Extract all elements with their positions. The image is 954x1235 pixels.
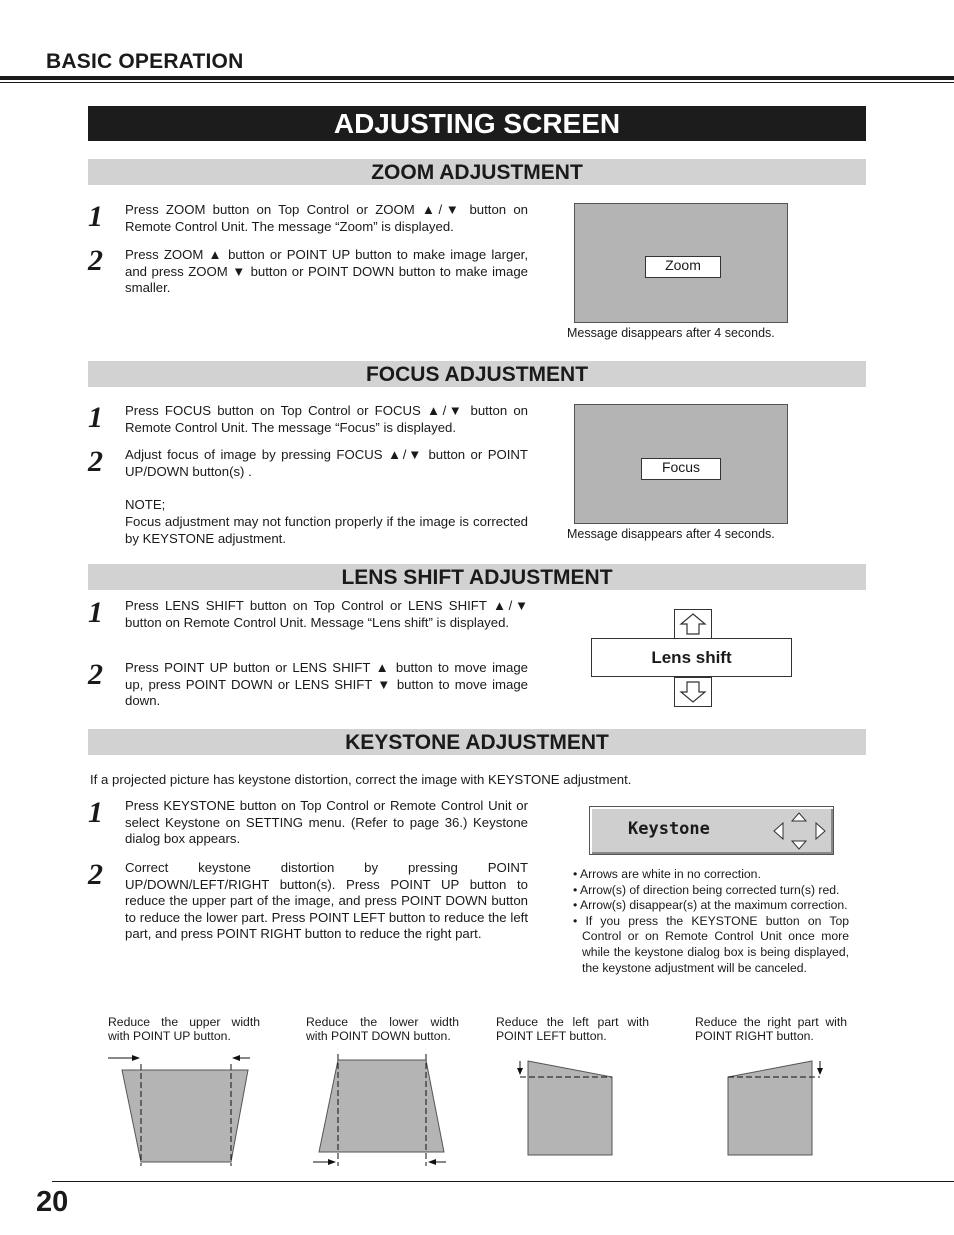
up-arrow-icon [675, 610, 711, 638]
zoom-message-label: Zoom [645, 256, 721, 278]
diagram-lower-width [310, 1048, 470, 1173]
lens-down-arrow-box [674, 677, 712, 707]
page-number: 20 [36, 1186, 69, 1218]
zoom-step-1-text: Press ZOOM button on Top Control or ZOOM ▲/▼ button on Remote Control Unit. The message “Zoom” is displayed. [125, 202, 528, 234]
focus-note-title: NOTE; [125, 497, 166, 512]
keystone-step-1-number: 1 [88, 796, 103, 829]
diagram-right-caption [695, 1015, 847, 1043]
diagram-left-part [510, 1055, 620, 1160]
diagram-lower-caption-line: Reduce the lower width [306, 1015, 459, 1029]
focus-caption: Message disappears after 4 seconds. [567, 527, 775, 541]
lens-shift-heading: LENS SHIFT ADJUSTMENT [88, 564, 866, 590]
up-arrow-icon [792, 813, 806, 821]
keystone-note: • Arrows are white in no correction. [573, 867, 849, 883]
header-rule [0, 76, 954, 80]
lens-up-arrow-box [674, 609, 712, 639]
focus-note-text: Focus adjustment may not function properly if the image is corrected by KEYSTONE adjustment. [125, 514, 528, 546]
footer-rule [52, 1181, 954, 1182]
diagram-left-caption-line: POINT LEFT button. [496, 1029, 607, 1043]
keystone-arrow-cluster [770, 811, 828, 851]
zoom-step-1-number: 1 [88, 200, 103, 233]
focus-heading: FOCUS ADJUSTMENT [88, 361, 866, 387]
lens-step-2-number: 2 [88, 658, 103, 691]
left-arrow-icon [774, 823, 783, 839]
lens-shift-message-box: Lens shift [591, 638, 792, 677]
diagram-lower-caption-line: with POINT DOWN button. [306, 1029, 451, 1043]
focus-step-2-text: Adjust focus of image by pressing FOCUS ▲/▼ button or POINT UP/DOWN button(s) . [125, 447, 528, 479]
diagram-left-caption [496, 1015, 649, 1043]
diagram-left-caption-line: Reduce the left part with [496, 1015, 649, 1029]
diagram-right-caption-line: Reduce the right part with [695, 1015, 847, 1029]
keystone-dialog-label: Keystone [628, 819, 710, 839]
lens-step-1-text: Press LENS SHIFT button on Top Control or LENS SHIFT ▲/▼ button on Remote Control Unit. Message “Lens shift” is displayed. [125, 598, 528, 630]
keystone-note: • Arrow(s) disappear(s) at the maximum correction. [573, 898, 849, 914]
keystone-heading: KEYSTONE ADJUSTMENT [88, 729, 866, 755]
diagram-upper-caption [108, 1015, 260, 1043]
focus-step-1-text: Press FOCUS button on Top Control or FOCUS ▲/▼ button on Remote Control Unit. The message “Focus” is displayed. [125, 403, 528, 435]
section-label: BASIC OPERATION [46, 50, 244, 73]
zoom-heading: ZOOM ADJUSTMENT [88, 159, 866, 185]
page-title: ADJUSTING SCREEN [88, 106, 866, 141]
focus-step-2-number: 2 [88, 445, 103, 478]
right-arrow-icon [816, 823, 825, 839]
keystone-intro: If a projected picture has keystone distortion, correct the image with KEYSTONE adjustment. [90, 772, 632, 787]
lens-step-2-text: Press POINT UP button or LENS SHIFT ▲ button to move image up, press POINT DOWN or LENS SHIFT ▼ button to move image down. [125, 660, 528, 708]
diagram-right-caption-line: POINT RIGHT button. [695, 1029, 814, 1043]
keystone-step-2-number: 2 [88, 858, 103, 891]
header-rule-thin [0, 82, 954, 83]
keystone-step-1-text: Press KEYSTONE button on Top Control or Remote Control Unit or select Keystone on SETTING menu. (Refer to page 36.) Keystone dialog box appears. [125, 798, 528, 846]
down-arrow-icon [792, 841, 806, 849]
diagram-upper-width [100, 1048, 260, 1168]
diagram-upper-caption-line: with POINT UP button. [108, 1029, 231, 1043]
diagram-upper-caption-line: Reduce the upper width [108, 1015, 260, 1029]
keystone-notes [573, 867, 849, 976]
lens-step-1-number: 1 [88, 596, 103, 629]
focus-message-label: Focus [641, 458, 721, 480]
zoom-step-2-text: Press ZOOM ▲ button or POINT UP button to make image larger, and press ZOOM ▼ button or POINT DOWN button to make image smaller. [125, 247, 528, 295]
keystone-dialog [589, 806, 834, 855]
keystone-note: • Arrow(s) of direction being corrected turn(s) red. [573, 883, 849, 899]
keystone-note: • If you press the KEYSTONE button on Top Control or on Remote Control Unit once more while the keystone dialog box is being displayed, the keystone adjustment will be canceled. [573, 914, 849, 976]
zoom-step-2-number: 2 [88, 244, 103, 277]
keystone-step-2-text: Correct keystone distortion by pressing POINT UP/DOWN/LEFT/RIGHT button(s). Press POINT UP button to reduce the upper part of the image, and press POINT DOWN button to reduce the lower part. Press POINT LEFT button to reduce the left part, and press POINT RIGHT button to reduce the right part. [125, 860, 528, 941]
diagram-right-part [718, 1055, 828, 1160]
focus-screen-preview [574, 404, 788, 524]
zoom-caption: Message disappears after 4 seconds. [567, 326, 775, 340]
focus-step-1-number: 1 [88, 401, 103, 434]
down-arrow-icon [675, 678, 711, 706]
diagram-lower-caption [306, 1015, 459, 1043]
zoom-screen-preview [574, 203, 788, 323]
